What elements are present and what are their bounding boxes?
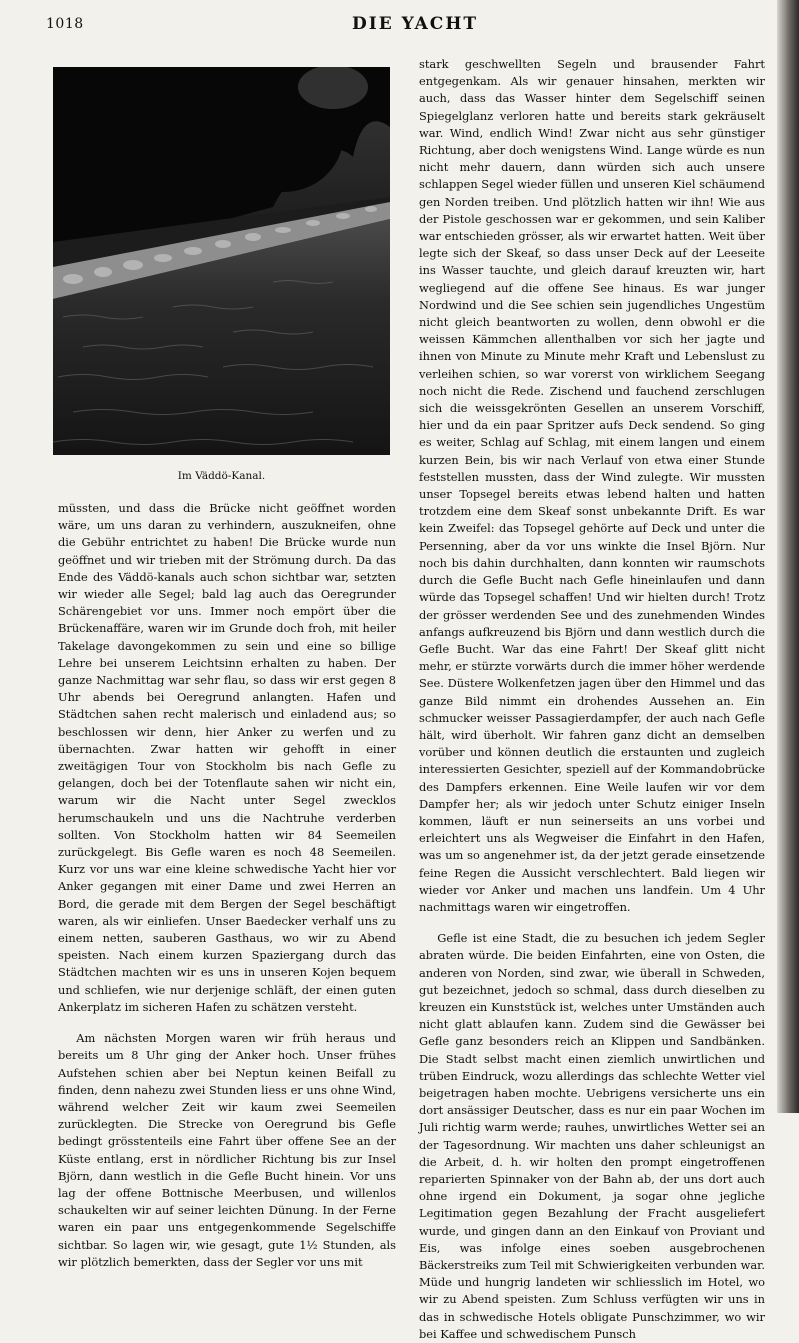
figure-caption: Im Väddö-Kanal.: [177, 470, 266, 482]
page-binding-edge: [777, 0, 799, 1113]
canal-photograph: [53, 67, 390, 455]
paragraph: stark geschwellten Segeln und brausender Fahrt entgegenkam. Als wir genauer hinsahen, merkten wir auch, dass das Wasser hinter dem Segelschiff seinen Spiegelglanz verloren hatte und bereits stark gekräuselt war. Wind, endlich Wind! Zwar nicht aus sehr günstiger Richtung, aber doch wenigstens Wind. Lange würde es nun nicht mehr dauern, dann würden sich auch unsere schlappen Segel wieder füllen und unseren Kiel schäumend gen Norden treiben. Und plötzlich hatten wir ihn! Wie aus der Pistole geschossen war er gekommen, und sein Kaliber war entschieden grösser, als wir erwartet hatten. Weit über legte sich der Skeaf, so dass unser Deck auf der Leeseite ins Wasser tauchte, und gleich darauf kreuzten wir, hart wegliegend auf die offene See hinaus. Es war junger Nordwind und die See schien sein jugendliches Ungestüm nicht gleich beantworten zu wollen, denn obwohl er die weissen Kämmchen allenthalben vor sich her jagte und ihnen von Minute zu Minute mehr Kraft und Lebenslust zu verleihen schien, so war vorerst von wirklichem Seegang noch nicht die Rede. Zischend und fauchend zerschlugen sich die weissgekrönten Gesellen an unserem Vorschiff, hier und da ein paar Spritzer aufs Deck sendend. So ging es weiter, Schlag auf Schlag, mit einem langen und einem kurzen Bein, bis wir nach Verlauf von etwa einer Stunde feststellen mussten, dass der Wind zulegte. Wir mussten unser Topsegel bereits etwas lebend halten und hatten trotzdem eine dem Skeaf sonst unbekannte Drift. Es war kein Zweifel: das Topsegel gehörte auf Deck und unter die Persenning, aber da vor uns winkte die Insel Björn. Nur noch bis dahin durchhalten, dann konnten wir raumschots durch die Gefle Bucht nach Gefle hineinlaufen und dann würde das Topsegel schaffen! Und wir hielten durch! Trotz der grösser werdenden See und des zunehmenden Windes anfangs aufkreuzend bis Björn und dann westlich durch die Gefle Bucht. War das eine Fahrt! Der Skeaf glitt nicht mehr, er stürzte vorwärts durch die immer höher werdende See. Düstere Wolkenfetzen jagen über den Himmel und das ganze Bild nimmt ein drohendes Aussehen an. Ein schmucker weisser Passagierdampfer, der auch nach Gefle hält, wird überholt. Wir fahren ganz dicht an demselben vorüber und können deutlich die erstaunten und zugleich interessierten Gesichter, speziell auf der Kommandobrücke des Dampfers erkennen. Eine Weile laufen wir vor dem Dampfer her; als wir jedoch unter Schutz einiger Inseln kommen, läuft er nun seinerseits an uns vorbei und erleichtert uns als Wegweiser die Einfahrt in den Hafen, was um so angenehmer ist, da der jetzt gerade einsetzende feine Regen die Aussicht verschlechtert. Bald liegen wir wieder vor Anker und machen uns landfein. Um 4 Uhr nachmittags waren wir eingetroffen.: [419, 57, 765, 914]
right-column-text: [419, 56, 765, 1343]
paragraph: Gefle ist eine Stadt, die zu besuchen ich jedem Segler abraten würde. Die beiden Einfahrten, eine von Osten, die anderen von Norden, sind zwar, wie überall in Schweden, gut bezeichnet, jedoch so schmal, dass durch dieselben zu kreuzen ein Kunststück ist, welches unter Umständen auch nicht glatt ablaufen kann. Zudem sind die Gewässer bei Gefle ganz besonders reich an Klippen und Sandbänken. Die Stadt selbst macht einen ziemlich unwirtlichen und trüben Eindruck, wozu allerdings das schlechte Wetter viel beigetragen haben mochte. Uebrigens versicherte uns ein dort ansässiger Deutscher, dass es nur ein paar Wochen im Juli richtig warm werde; rauhes, unwirtliches Wetter sei an der Tagesordnung. Wir machten uns daher schleunigst an die Arbeit, d. h. wir holten den prompt eingetroffenen reparierten Spinnaker von der Bahn ab, der uns dort auch ohne irgend ein Dokument, ja sogar ohne jegliche Legitimation gegen Bezahlung der Fracht ausgeliefert wurde, und gingen dann an den Einkauf von Proviant und Eis, was infolge eines soeben ausgebrochenen Bäckerstreiks zum Teil mit Schwierigkeiten verbunden war. Müde und hungrig landeten wir schliesslich im Hotel, wo wir zu Abend speisten. Zum Schluss verfügten wir uns in das in schwedische Hotels obligate Punschzimmer, wo wir bei Kaffee und schwedischem Punsch: [419, 931, 765, 1341]
paragraph: Am nächsten Morgen waren wir früh heraus und bereits um 8 Uhr ging der Anker hoch. Unser frühes Aufstehen schien aber bei Neptun keinen Beifall zu finden, denn nahezu zwei Stunden liess er uns ohne Wind, während welcher Zeit wir kaum zwei Seemeilen zurücklegten. Die Strecke von Oeregrund bis Gefle bedingt grösstenteils eine Fahrt über offene See an der Küste entlang, erst in nördlicher Richtung bis zur Insel Björn, dann westlich in die Gefle Bucht hinein. Vor uns lag der offene Bottnische Meerbusen, und willenlos schaukelten wir auf seiner leichten Dünung. In der Ferne waren ein paar uns entgegenkommende Segelschiffe sichtbar. So lagen wir, wie gesagt, gute 1½ Stunden, als wir plötzlich bemerkten, dass der Segler vor uns mit: [58, 1031, 396, 1269]
running-title: DIE YACHT: [352, 14, 479, 34]
page-number: 1018: [46, 16, 84, 32]
left-column-text: [58, 500, 396, 1271]
paragraph: müssten, und dass die Brücke nicht geöffnet worden wäre, um uns daran zu verhindern, auszukneifen, ohne die Gebühr entrichtet zu haben! Die Brücke wurde nun geöffnet und wir trieben mit der Strömung durch. Da das Ende des Väddö-kanals auch schon sichtbar war, setzten wir wieder alle Segel; bald lag auch das Oeregrunder Schärengebiet vor uns. Immer noch empört über die Brückenaffäre, waren wir im Grunde doch froh, mit heiler Takelage davongekommen zu sein und eine so billige Lehre bei unserem Leichtsinn erhalten zu haben. Der ganze Nachmittag war sehr flau, so dass wir erst gegen 8 Uhr abends bei Oeregrund anlangten. Hafen und Städtchen sahen recht malerisch und einladend aus; so beschlossen wir denn, hier Anker zu werfen und zu übernachten. Zwar hatten wir gehofft in einer zweitägigen Tour von Stockholm bis nach Gefle zu gelangen, doch bei der Totenflaute sahen wir nicht ein, warum wir die Nacht unter Segel zwecklos herumschaukeln und uns die Nachtruhe verderben sollten. Von Stockholm hatten wir 84 Seemeilen zurückgelegt. Bis Gefle waren es noch 48 Seemeilen. Kurz vor uns war eine kleine schwedische Yacht hier vor Anker gegangen mit einer Dame und zwei Herren an Bord, die gerade mit dem Bergen der Segel beschäftigt waren, als wir einliefen. Unser Baedecker verhalf uns zu einem netten, sauberen Gasthaus, wo wir zu Abend speisten. Nach einem kurzen Spaziergang durch das Städtchen machten wir es uns in unseren Kojen bequem und schliefen, wie nur derjenige schläft, der einen guten Ankerplatz im sicheren Hafen zu schätzen versteht.: [58, 501, 396, 1014]
